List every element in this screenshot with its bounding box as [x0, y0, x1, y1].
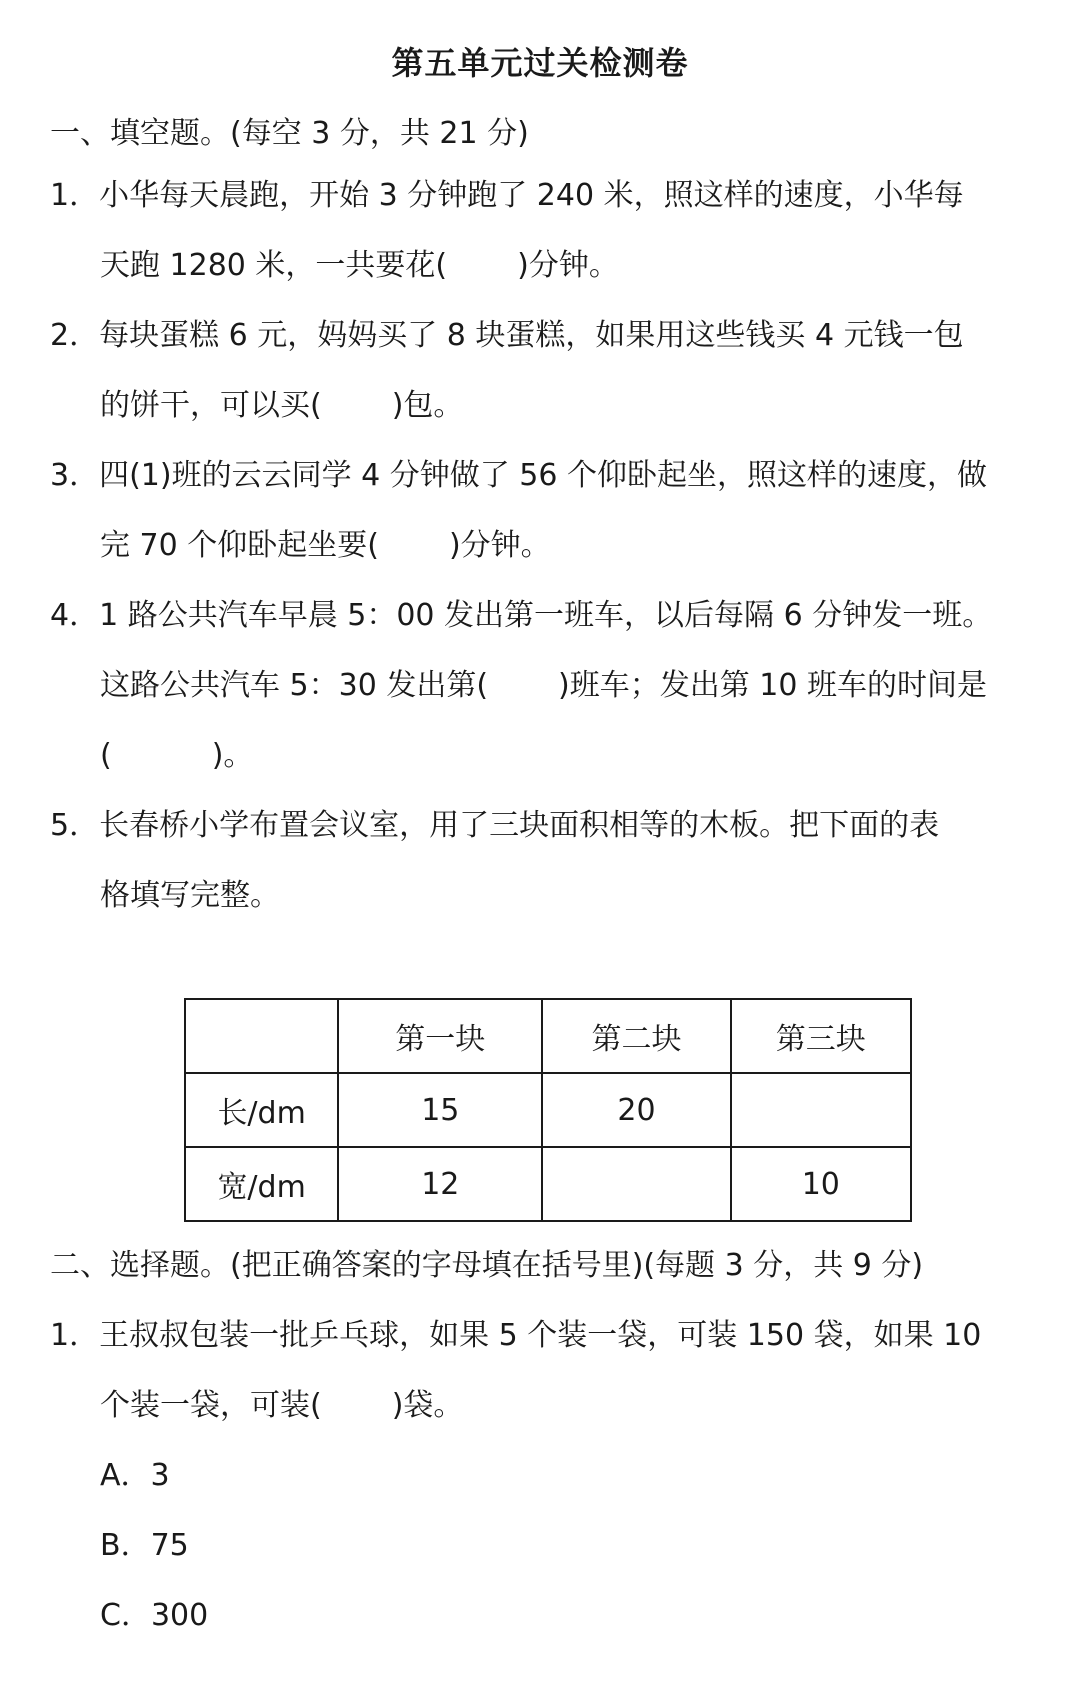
option-c[interactable]: C．300 — [100, 1598, 209, 1633]
table-row-label: 长/dm — [185, 1073, 338, 1147]
table-header-row — [185, 999, 911, 1073]
question-4-open-paren: ( — [100, 738, 112, 773]
question-4-text-after-blank: )班车；发出第 10 班车的时间是 — [558, 668, 987, 703]
question-4-line-3 — [100, 736, 253, 776]
question-2-text-after-blank: )包。 — [391, 388, 464, 423]
table-cell: 15 — [338, 1073, 542, 1147]
table-header-cell: 第三块 — [731, 999, 911, 1073]
mc-question-1-line-2 — [100, 1386, 463, 1426]
question-4-text-before-blank: 这路公共汽车 5：30 发出第( — [100, 668, 489, 703]
question-3-text-after-blank: )分钟。 — [448, 528, 551, 563]
question-1-line-2 — [100, 246, 619, 286]
section-heading-fill-in: 一、填空题。(每空 3 分，共 21 分) — [50, 116, 529, 151]
table-header-cell — [185, 999, 338, 1073]
mc-question-1-line-1: 1．王叔叔包装一批乒乓球，如果 5 个装一袋，可装 150 袋，如果 10 — [50, 1318, 982, 1353]
mc-question-1-text-before-blank: 个装一袋，可装( — [100, 1388, 322, 1423]
question-1-text-after-blank: )分钟。 — [517, 248, 619, 283]
question-2-line-2 — [100, 386, 463, 426]
option-a[interactable]: A．3 — [100, 1458, 170, 1493]
page-title: 第五单元过关检测卷 — [391, 44, 689, 82]
table-header-cell: 第二块 — [542, 999, 730, 1073]
table-cell-blank[interactable] — [542, 1147, 730, 1221]
question-3-text-before-blank: 完 70 个仰卧起坐要( — [100, 528, 379, 563]
table-cell: 12 — [338, 1147, 542, 1221]
question-2-text-before-blank: 的饼干，可以买( — [100, 388, 322, 423]
question-3-line-2 — [100, 526, 551, 566]
question-4-line-1: 4．1 路公共汽车早晨 5：00 发出第一班车，以后每隔 6 分钟发一班。 — [50, 598, 993, 633]
table-row — [185, 1073, 911, 1147]
question-5-line-2: 格填写完整。 — [100, 878, 280, 913]
question-4-close-paren: )。 — [211, 738, 254, 773]
option-b[interactable]: B．75 — [100, 1528, 189, 1563]
table-row-label: 宽/dm — [185, 1147, 338, 1221]
question-1-line-1: 1．小华每天晨跑，开始 3 分钟跑了 240 米，照这样的速度，小华每 — [50, 178, 964, 213]
section-heading-multiple-choice: 二、选择题。(把正确答案的字母填在括号里)(每题 3 分，共 9 分) — [50, 1248, 924, 1283]
question-2-line-1: 2．每块蛋糕 6 元，妈妈买了 8 块蛋糕，如果用这些钱买 4 元钱一包 — [50, 318, 964, 353]
question-5-line-1: 5．长春桥小学布置会议室，用了三块面积相等的木板。把下面的表 — [50, 808, 940, 843]
table-cell-blank[interactable] — [731, 1073, 911, 1147]
question-4-line-2 — [100, 666, 987, 706]
table-cell: 10 — [731, 1147, 911, 1221]
question-1-text-before-blank: 天跑 1280 米，一共要花( — [100, 248, 448, 283]
mc-question-1-text-after-blank: )袋。 — [391, 1388, 464, 1423]
table-header-cell: 第一块 — [338, 999, 542, 1073]
board-dimensions-table — [184, 998, 912, 1222]
table-row — [185, 1147, 911, 1221]
table-cell: 20 — [542, 1073, 730, 1147]
question-3-line-1: 3．四(1)班的云云同学 4 分钟做了 56 个仰卧起坐，照这样的速度，做 — [50, 458, 987, 493]
